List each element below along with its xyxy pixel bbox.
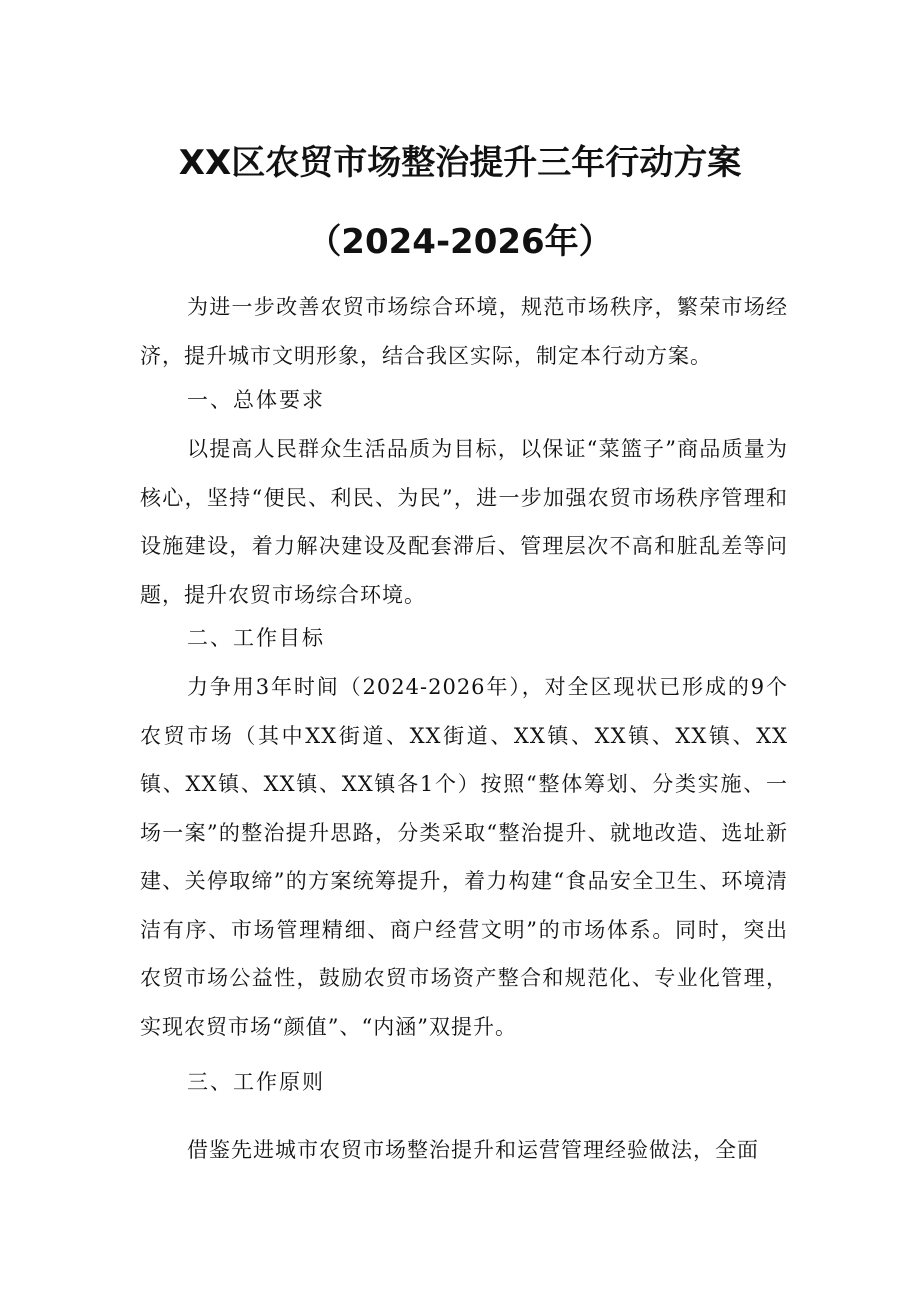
section-paragraph-overall-requirements: 以提高人民群众生活品质为目标，以保证“菜篮子”商品质量为核心，坚持“便民、利民、为民”，进一步加强农贸市场秩序管理和设施建设，着力解决建设及配套滞后、管理层次不高和脏乱差等问题，提升农贸市场综合环境。	[140, 437, 788, 607]
section-paragraph-work-goals: 力争用3年时间（2024-2026年），对全区现状已形成的9个农贸市场（其中XX街道、XX街道、XX镇、XX镇、XX镇、XX镇、XX镇、XX镇、XX镇各1个）按照“整体筹划、分类实施、一场一案”的整治提升思路，分类采取“整治提升、就地改造、选址新建、关停取缔”的方案统筹提升，着力构建“食品安全卫生、环境清洁有序、市场管理精细、商户经营文明”的市场体系。同时，突出农贸市场公益性，鼓励农贸市场资产整合和规范化、专业化管理，实现农贸市场“颜值”、“内涵”双提升。	[140, 675, 788, 1039]
document-subtitle: （2024-2026年）	[307, 222, 613, 262]
section-heading-work-principles: 三、工作原则	[187, 1070, 325, 1094]
intro-paragraph: 为进一步改善农贸市场综合环境，规范市场秩序，繁荣市场经济，提升城市文明形象，结合我区实际，制定本行动方案。	[140, 295, 788, 368]
section-heading-work-goals: 二、工作目标	[187, 626, 325, 650]
document-title: XX区农贸市场整治提升三年行动方案	[178, 143, 742, 183]
section-heading-overall-requirements: 一、总体要求	[187, 388, 325, 412]
section-paragraph-work-principles: 借鉴先进城市农贸市场整治提升和运营管理经验做法，全面	[187, 1138, 759, 1162]
